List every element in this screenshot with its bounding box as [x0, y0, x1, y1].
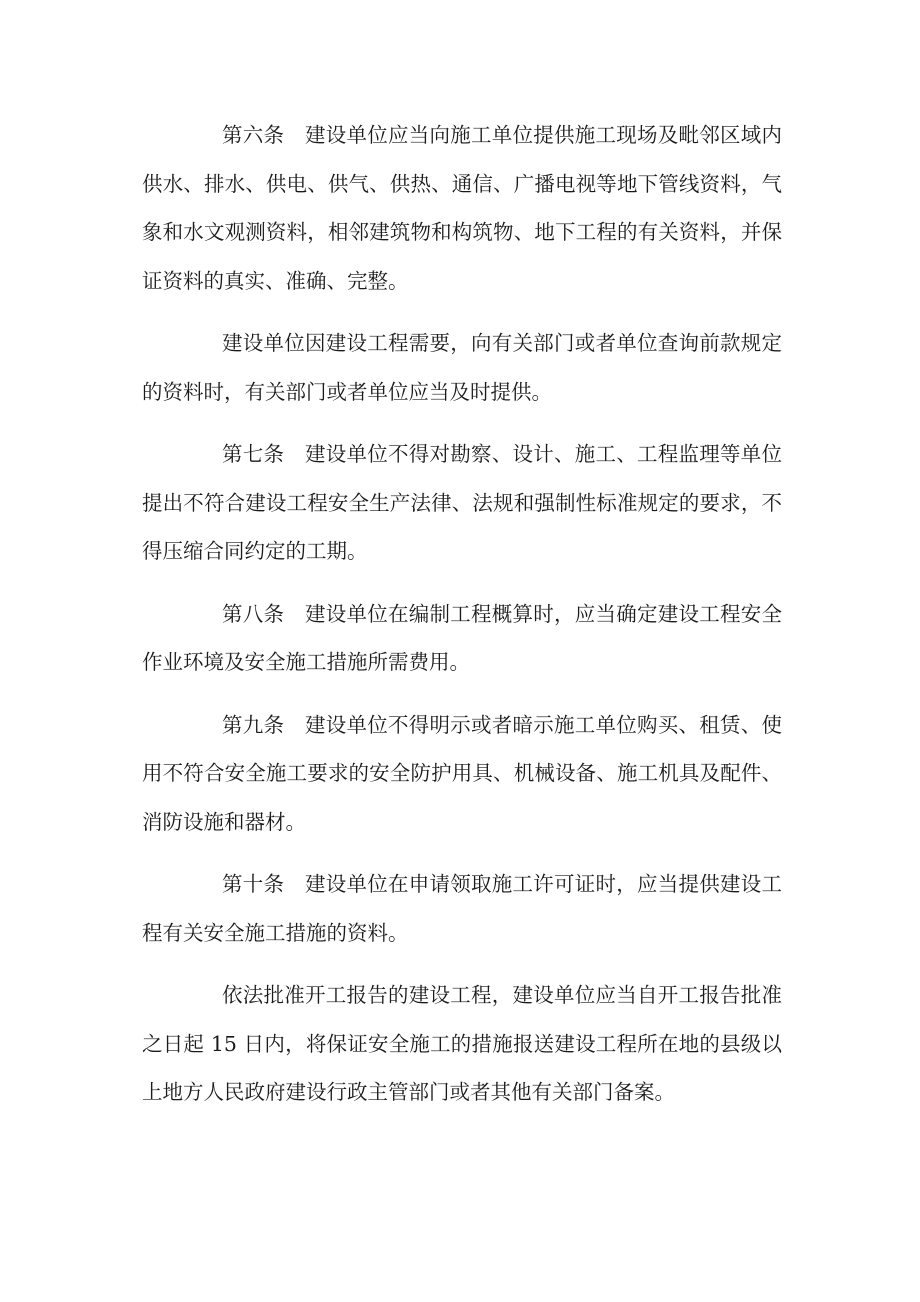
paragraph-article-6-clause-2: 建设单位因建设工程需要，向有关部门或者单位查询前款规定的资料时，有关部门或者单位应当及时提供。	[142, 331, 782, 404]
paragraph-article-7: 第七条 建设单位不得对勘察、设计、施工、工程监理等单位提出不符合建设工程安全生产法律、法规和强制性标准规定的要求，不得压缩合同约定的工期。	[142, 442, 782, 563]
document-body	[142, 111, 782, 1131]
paragraph-article-9: 第九条 建设单位不得明示或者暗示施工单位购买、租赁、使用不符合安全施工要求的安全防护用具、机械设备、施工机具及配件、消防设施和器材。	[142, 712, 782, 834]
paragraph-article-6: 第六条 建设单位应当向施工单位提供施工现场及毗邻区域内供水、排水、供电、供气、供热、通信、广播电视等地下管线资料，气象和水文观测资料，相邻建筑物和构筑物、地下工程的有关资料，并保证资料的真实、准确、完整。	[142, 123, 782, 293]
paragraph-article-10-clause-2: 依法批准开工报告的建设工程，建设单位应当自开工报告批准之日起 15 日内，将保证安全施工的措施报送建设工程所在地的县级以上地方人民政府建设行政主管部门或者其他有关部门备案。	[142, 983, 782, 1104]
paragraph-article-8: 第八条 建设单位在编制工程概算时，应当确定建设工程安全作业环境及安全施工措施所需费用。	[142, 601, 782, 674]
paragraph-article-10: 第十条 建设单位在申请领取施工许可证时，应当提供建设工程有关安全施工措施的资料。	[142, 872, 782, 945]
